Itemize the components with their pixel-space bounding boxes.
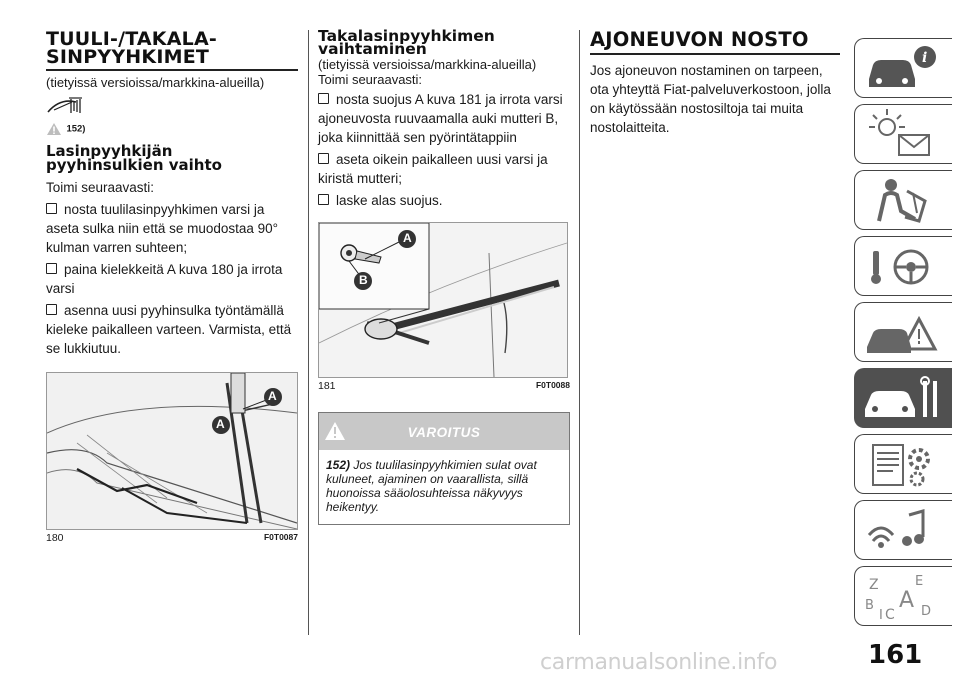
warning-lights-icon (855, 105, 953, 165)
callout-a-upper: A (268, 389, 277, 403)
svg-text:E: E (915, 574, 924, 589)
title-line-2: vaihtaminen (318, 40, 427, 58)
title-line-1: Takalasinpyyhkimen (318, 27, 495, 45)
lifting-body-text: Jos ajoneuvon nostaminen on tarpeen, ota yhteyttä Fiat-palveluverkostoon, jolla on käytössään nostosiltoja tai muita nostolaitteita. (590, 63, 831, 135)
chapter-tab-bar (854, 38, 960, 638)
wiper-symbol-icon (46, 96, 298, 118)
section-title-wipers (46, 30, 298, 66)
rear-wiper-illustration (319, 223, 567, 377)
callout-a-lower: A (216, 417, 225, 431)
checkbox-bullet-icon (46, 263, 57, 274)
subsection-title-blade-replacement (46, 144, 298, 172)
seat-safety-icon (855, 171, 953, 231)
title-underline (590, 53, 840, 55)
chapter-tab-multimedia[interactable] (854, 500, 952, 560)
figure-181 (318, 222, 568, 378)
svg-text:I: I (879, 608, 883, 623)
warning-triangle-icon (46, 122, 62, 136)
warning-reference (46, 120, 298, 136)
column-vehicle-lifting (590, 30, 840, 137)
subtitle-line-1: Lasinpyyhkijän (46, 142, 173, 160)
figure-180 (46, 372, 298, 530)
step-item (318, 90, 570, 147)
warning-heading: VAROITUS (407, 425, 481, 440)
warning-text: Jos tuulilasinpyyhkimien sulat ovat kuluneet, ajaminen on vaarallista, sillä huonoissa sääolosuhteissa näkyvyys heikentyy. (326, 458, 537, 514)
section-title-lifting: AJONEUVON NOSTO (590, 28, 809, 51)
title-line-2: SINPYYHKIMET (46, 46, 210, 68)
chapter-tab-maintenance[interactable] (854, 368, 952, 428)
title-line-1: TUULI-/TAKALA- (46, 28, 217, 50)
step-item (46, 301, 298, 358)
column-rear-wiper (318, 27, 570, 525)
section-title-rear-wiper (318, 27, 570, 58)
intro-text: Toimi seuraavasti: (46, 180, 155, 195)
car-info-icon (855, 39, 953, 99)
svg-text:C: C (885, 607, 895, 623)
warning-header (319, 413, 569, 450)
availability-note: (tietyissä versioissa/markkina-alueilla) (46, 75, 265, 90)
availability-note: (tietyissä versioissa/markkina-alueilla) (318, 57, 537, 72)
step-text: asenna uusi pyyhinsulka työntämällä kieleke paikalleen varteen. Varmista, että se lukkiutuu. (46, 303, 292, 356)
figure-180-caption (46, 532, 298, 544)
chapter-tab-safety[interactable] (854, 170, 952, 230)
svg-text:D: D (921, 604, 932, 619)
step-item (318, 191, 570, 210)
chapter-tab-lights-messages[interactable] (854, 104, 952, 164)
step-text: nosta tuulilasinpyyhkimen varsi ja aseta sulka niin että se muodostaa 90° kulman varren suhteen; (46, 202, 279, 255)
page-number: 161 (868, 640, 923, 670)
checkbox-bullet-icon (318, 153, 329, 164)
warning-ref-number: 152) (66, 123, 86, 135)
checkbox-bullet-icon (46, 304, 57, 315)
figure-number: 181 (318, 380, 336, 392)
multimedia-icon (855, 501, 953, 561)
chapter-tab-technical-data[interactable] (854, 434, 952, 494)
svg-text:i: i (922, 50, 928, 66)
alphabet-index-icon (855, 567, 953, 627)
callout-b: B (359, 273, 368, 287)
checkbox-bullet-icon (318, 93, 329, 104)
warning-box (318, 412, 570, 525)
document-gear-icon (855, 435, 953, 495)
chapter-tab-emergency[interactable] (854, 302, 952, 362)
svg-text:A: A (899, 588, 915, 613)
title-underline (46, 69, 298, 71)
intro-text: Toimi seuraavasti: (318, 72, 423, 87)
figure-number: 180 (46, 532, 64, 544)
windshield-wiper-illustration (47, 373, 297, 529)
car-tools-icon (855, 369, 953, 429)
column-divider (579, 30, 580, 635)
step-text: aseta oikein paikalleen uusi varsi ja kiristä mutteri; (318, 152, 548, 186)
figure-code: F0T0087 (263, 532, 298, 542)
figure-code: F0T0088 (535, 380, 570, 390)
checkbox-bullet-icon (318, 194, 329, 205)
chapter-tab-starting-driving[interactable] (854, 236, 952, 296)
subtitle-line-2: pyyhinsulkien vaihto (46, 156, 222, 174)
svg-text:B: B (865, 598, 874, 613)
step-text: laske alas suojus. (336, 193, 443, 208)
checkbox-bullet-icon (46, 203, 57, 214)
chapter-tab-index[interactable] (854, 566, 952, 626)
svg-text:Z: Z (869, 577, 879, 593)
column-wiper-blades (46, 30, 298, 544)
column-divider (308, 30, 309, 635)
figure-181-caption (318, 380, 570, 392)
step-item (46, 260, 298, 298)
warning-ref-number: 152) (326, 458, 351, 472)
chapter-tab-car-info[interactable] (854, 38, 952, 98)
step-item (46, 200, 298, 257)
steering-wheel-icon (855, 237, 953, 297)
callout-a: A (403, 231, 412, 245)
emergency-car-icon (855, 303, 953, 363)
warning-body (319, 450, 569, 524)
step-item (318, 150, 570, 188)
step-text: nosta suojus A kuva 181 ja irrota varsi ajoneuvosta ruuvaamalla auki mutteri B, joka kiinnittää sen pyörintätappiin (318, 92, 563, 145)
footer-watermark: carmanualsonline.info (540, 650, 778, 675)
step-text: paina kielekkeitä A kuva 180 ja irrota varsi (46, 262, 283, 296)
